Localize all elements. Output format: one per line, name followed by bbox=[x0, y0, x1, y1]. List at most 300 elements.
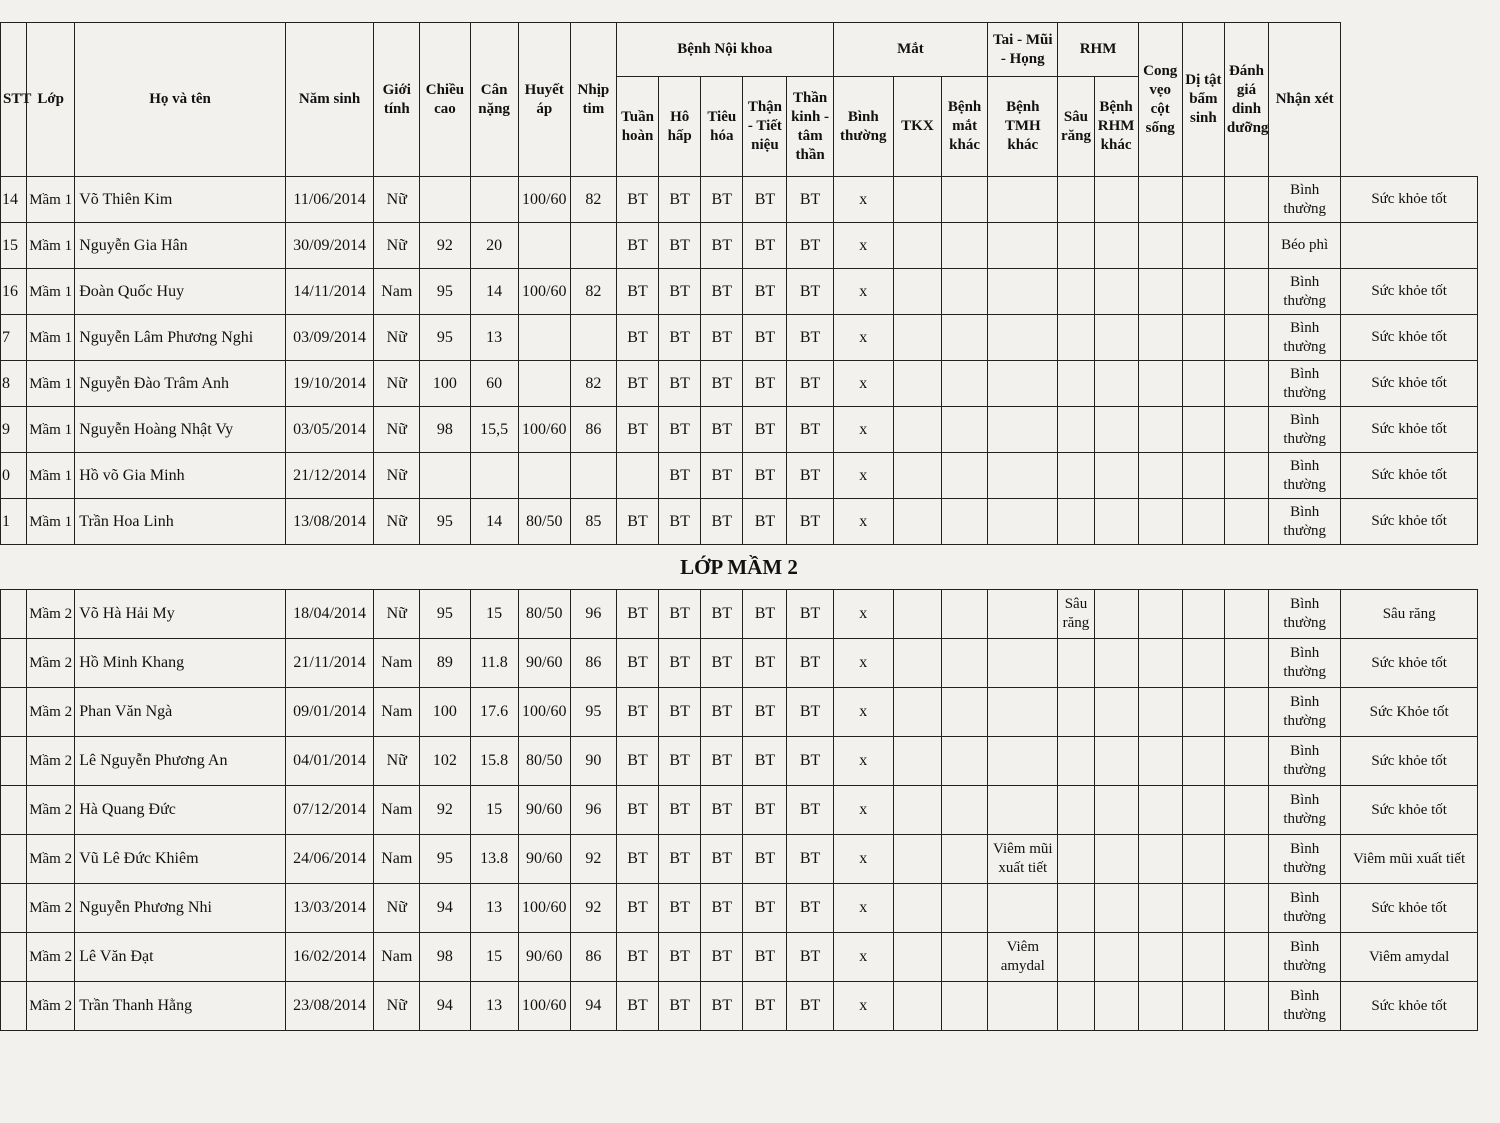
dental-other-cell bbox=[1094, 590, 1138, 639]
dob-cell: 03/09/2014 bbox=[285, 315, 373, 361]
name-cell: Hồ Minh Khang bbox=[75, 639, 286, 688]
height-cell bbox=[420, 453, 470, 499]
circulation-cell bbox=[616, 453, 658, 499]
eye-normal-cell: x bbox=[833, 269, 893, 315]
ent-other-cell bbox=[988, 737, 1058, 786]
neuro-cell: BT bbox=[787, 982, 833, 1031]
digestive-cell: BT bbox=[701, 835, 743, 884]
heart-rate-cell: 90 bbox=[570, 737, 616, 786]
name-cell: Nguyễn Lâm Phương Nghi bbox=[75, 315, 286, 361]
kidney-cell: BT bbox=[743, 223, 787, 269]
birth-defect-cell bbox=[1224, 786, 1268, 835]
dental-other-cell bbox=[1094, 639, 1138, 688]
stt-cell: 1 bbox=[1, 499, 27, 545]
kidney-cell: BT bbox=[743, 499, 787, 545]
eye-normal-cell: x bbox=[833, 639, 893, 688]
tkx-cell bbox=[893, 835, 941, 884]
neuro-cell: BT bbox=[787, 590, 833, 639]
ent-other-cell bbox=[988, 315, 1058, 361]
kidney-cell: BT bbox=[743, 786, 787, 835]
tkx-cell bbox=[893, 223, 941, 269]
ent-other-cell bbox=[988, 786, 1058, 835]
ent-other-cell bbox=[988, 223, 1058, 269]
height-cell: 98 bbox=[420, 407, 470, 453]
eye-other-cell bbox=[942, 933, 988, 982]
respiratory-cell: BT bbox=[659, 361, 701, 407]
birth-defect-cell bbox=[1224, 835, 1268, 884]
bp-cell: 100/60 bbox=[518, 884, 570, 933]
neuro-cell: BT bbox=[787, 688, 833, 737]
neuro-cell: BT bbox=[787, 499, 833, 545]
dob-cell: 13/03/2014 bbox=[285, 884, 373, 933]
eye-other-cell bbox=[942, 737, 988, 786]
heart-rate-cell: 92 bbox=[570, 884, 616, 933]
neuro-cell: BT bbox=[787, 407, 833, 453]
heart-rate-cell: 86 bbox=[570, 407, 616, 453]
dob-cell: 30/09/2014 bbox=[285, 223, 373, 269]
respiratory-cell: BT bbox=[659, 499, 701, 545]
eye-other-cell bbox=[942, 499, 988, 545]
weight-cell: 60 bbox=[470, 361, 518, 407]
col-cong-veo: Cong vẹo cột sống bbox=[1138, 23, 1182, 177]
table-row bbox=[1, 933, 1478, 982]
scoliosis-cell bbox=[1182, 688, 1224, 737]
ent-other-cell bbox=[988, 177, 1058, 223]
kidney-cell: BT bbox=[743, 884, 787, 933]
table-row bbox=[1, 786, 1478, 835]
heart-rate-cell: 82 bbox=[570, 269, 616, 315]
remark-cell: Sâu răng bbox=[1341, 590, 1478, 639]
stt-cell: 14 bbox=[1, 177, 27, 223]
sex-cell: Nữ bbox=[374, 223, 420, 269]
dental-other-cell bbox=[1094, 786, 1138, 835]
scoliosis-cell bbox=[1182, 361, 1224, 407]
caries-cell bbox=[1058, 407, 1094, 453]
kidney-cell: BT bbox=[743, 688, 787, 737]
stt-cell bbox=[1, 688, 27, 737]
neuro-cell: BT bbox=[787, 177, 833, 223]
dob-cell: 19/10/2014 bbox=[285, 361, 373, 407]
table-row bbox=[1, 177, 1478, 223]
ent-other-cell bbox=[988, 639, 1058, 688]
weight-cell bbox=[470, 453, 518, 499]
weight-cell: 13 bbox=[470, 884, 518, 933]
health-record-sheet bbox=[0, 22, 1478, 1031]
dob-cell: 04/01/2014 bbox=[285, 737, 373, 786]
sex-cell: Nam bbox=[374, 835, 420, 884]
bp-cell: 80/50 bbox=[518, 737, 570, 786]
table-row bbox=[1, 639, 1478, 688]
kidney-cell: BT bbox=[743, 639, 787, 688]
height-cell: 102 bbox=[420, 737, 470, 786]
remark-cell bbox=[1341, 223, 1478, 269]
circulation-cell: BT bbox=[616, 835, 658, 884]
kidney-cell: BT bbox=[743, 453, 787, 499]
digestive-cell: BT bbox=[701, 786, 743, 835]
scoliosis-cell bbox=[1182, 177, 1224, 223]
height-cell: 95 bbox=[420, 315, 470, 361]
sex-cell: Nữ bbox=[374, 361, 420, 407]
bp-cell: 80/50 bbox=[518, 590, 570, 639]
digestive-cell: BT bbox=[701, 590, 743, 639]
weight-cell: 15 bbox=[470, 590, 518, 639]
caries-cell bbox=[1058, 499, 1094, 545]
nutrition-cell: Bình thường bbox=[1269, 688, 1341, 737]
ent-other-cell bbox=[988, 269, 1058, 315]
caries-cell bbox=[1058, 269, 1094, 315]
col-nam-sinh: Năm sinh bbox=[285, 23, 373, 177]
eye-other-cell bbox=[942, 884, 988, 933]
nutrition-cell: Bình thường bbox=[1269, 361, 1341, 407]
scoliosis-cell bbox=[1182, 315, 1224, 361]
heart-rate-cell: 82 bbox=[570, 177, 616, 223]
eye-other-cell bbox=[942, 177, 988, 223]
sex-cell: Nữ bbox=[374, 884, 420, 933]
sex-cell: Nữ bbox=[374, 499, 420, 545]
caries-cell bbox=[1058, 639, 1094, 688]
heart-rate-cell: 92 bbox=[570, 835, 616, 884]
birth-defect-cell bbox=[1224, 361, 1268, 407]
class-cell: Mầm 2 bbox=[27, 639, 75, 688]
class-cell: Mầm 1 bbox=[27, 499, 75, 545]
birth-defect-cell bbox=[1224, 982, 1268, 1031]
table-row bbox=[1, 499, 1478, 545]
col-tuan-hoan: Tuần hoàn bbox=[616, 77, 658, 177]
height-cell: 100 bbox=[420, 688, 470, 737]
eye-normal-cell: x bbox=[833, 223, 893, 269]
weight-cell bbox=[470, 177, 518, 223]
scoliosis-cell bbox=[1182, 933, 1224, 982]
tkx-cell bbox=[893, 361, 941, 407]
nutrition-cell: Bình thường bbox=[1269, 177, 1341, 223]
birth-defect-cell bbox=[1224, 639, 1268, 688]
tkx-cell bbox=[893, 786, 941, 835]
name-cell: Nguyễn Hoàng Nhật Vy bbox=[75, 407, 286, 453]
tkx-cell bbox=[893, 639, 941, 688]
weight-cell: 13.8 bbox=[470, 835, 518, 884]
dental-extra-cell bbox=[1138, 639, 1182, 688]
digestive-cell: BT bbox=[701, 361, 743, 407]
circulation-cell: BT bbox=[616, 737, 658, 786]
sex-cell: Nữ bbox=[374, 982, 420, 1031]
height-cell: 95 bbox=[420, 269, 470, 315]
sex-cell: Nữ bbox=[374, 590, 420, 639]
table-row bbox=[1, 737, 1478, 786]
stt-cell bbox=[1, 933, 27, 982]
tkx-cell bbox=[893, 590, 941, 639]
remark-cell: Sức khỏe tốt bbox=[1341, 982, 1478, 1031]
ent-other-cell bbox=[988, 453, 1058, 499]
tkx-cell bbox=[893, 737, 941, 786]
dental-extra-cell bbox=[1138, 499, 1182, 545]
eye-normal-cell: x bbox=[833, 786, 893, 835]
caries-cell bbox=[1058, 453, 1094, 499]
nutrition-cell: Bình thường bbox=[1269, 315, 1341, 361]
caries-cell bbox=[1058, 786, 1094, 835]
kidney-cell: BT bbox=[743, 177, 787, 223]
dental-extra-cell bbox=[1138, 737, 1182, 786]
col-tieu-hoa: Tiêu hóa bbox=[701, 77, 743, 177]
kidney-cell: BT bbox=[743, 269, 787, 315]
respiratory-cell: BT bbox=[659, 223, 701, 269]
class-cell: Mầm 1 bbox=[27, 223, 75, 269]
group-tai-mui-hong: Tai - Mũi - Họng bbox=[988, 23, 1058, 77]
weight-cell: 15.8 bbox=[470, 737, 518, 786]
scoliosis-cell bbox=[1182, 269, 1224, 315]
col-ho-hap: Hô hấp bbox=[659, 77, 701, 177]
remark-cell: Sức khỏe tốt bbox=[1341, 737, 1478, 786]
bp-cell: 100/60 bbox=[518, 982, 570, 1031]
sex-cell: Nữ bbox=[374, 737, 420, 786]
name-cell: Đoàn Quốc Huy bbox=[75, 269, 286, 315]
dob-cell: 18/04/2014 bbox=[285, 590, 373, 639]
remark-cell: Sức khỏe tốt bbox=[1341, 315, 1478, 361]
eye-other-cell bbox=[942, 315, 988, 361]
stt-cell bbox=[1, 884, 27, 933]
ent-other-cell bbox=[988, 982, 1058, 1031]
weight-cell: 13 bbox=[470, 982, 518, 1031]
bp-cell: 100/60 bbox=[518, 688, 570, 737]
bp-cell bbox=[518, 361, 570, 407]
eye-other-cell bbox=[942, 786, 988, 835]
weight-cell: 11.8 bbox=[470, 639, 518, 688]
dob-cell: 14/11/2014 bbox=[285, 269, 373, 315]
table-row bbox=[1, 269, 1478, 315]
weight-cell: 14 bbox=[470, 269, 518, 315]
height-cell: 95 bbox=[420, 499, 470, 545]
dob-cell: 07/12/2014 bbox=[285, 786, 373, 835]
dental-extra-cell bbox=[1138, 269, 1182, 315]
birth-defect-cell bbox=[1224, 177, 1268, 223]
col-can-nang: Cân nặng bbox=[470, 23, 518, 177]
section-row bbox=[1, 545, 1478, 590]
stt-cell: 16 bbox=[1, 269, 27, 315]
remark-cell: Sức khỏe tốt bbox=[1341, 177, 1478, 223]
health-table bbox=[0, 22, 1478, 1031]
dental-extra-cell bbox=[1138, 361, 1182, 407]
nutrition-cell: Bình thường bbox=[1269, 884, 1341, 933]
stt-cell: 8 bbox=[1, 361, 27, 407]
ent-other-cell bbox=[988, 499, 1058, 545]
neuro-cell: BT bbox=[787, 315, 833, 361]
scoliosis-cell bbox=[1182, 884, 1224, 933]
remark-cell: Sức Khỏe tốt bbox=[1341, 688, 1478, 737]
group-benh-noi-khoa: Bệnh Nội khoa bbox=[616, 23, 833, 77]
stt-cell bbox=[1, 982, 27, 1031]
sex-cell: Nam bbox=[374, 786, 420, 835]
dental-extra-cell bbox=[1138, 315, 1182, 361]
name-cell: Nguyễn Phương Nhi bbox=[75, 884, 286, 933]
col-than-tiet-nieu: Thận - Tiết niệu bbox=[743, 77, 787, 177]
scoliosis-cell bbox=[1182, 407, 1224, 453]
col-chieu-cao: Chiều cao bbox=[420, 23, 470, 177]
table-row bbox=[1, 407, 1478, 453]
name-cell: Lê Văn Đạt bbox=[75, 933, 286, 982]
group-mat: Mắt bbox=[833, 23, 988, 77]
class-cell: Mầm 2 bbox=[27, 688, 75, 737]
height-cell: 94 bbox=[420, 884, 470, 933]
dental-other-cell bbox=[1094, 315, 1138, 361]
name-cell: Vũ Lê Đức Khiêm bbox=[75, 835, 286, 884]
kidney-cell: BT bbox=[743, 933, 787, 982]
digestive-cell: BT bbox=[701, 933, 743, 982]
digestive-cell: BT bbox=[701, 737, 743, 786]
name-cell: Nguyễn Đào Trâm Anh bbox=[75, 361, 286, 407]
eye-normal-cell: x bbox=[833, 177, 893, 223]
dental-extra-cell bbox=[1138, 688, 1182, 737]
neuro-cell: BT bbox=[787, 737, 833, 786]
respiratory-cell: BT bbox=[659, 982, 701, 1031]
sex-cell: Nam bbox=[374, 639, 420, 688]
weight-cell: 13 bbox=[470, 315, 518, 361]
birth-defect-cell bbox=[1224, 407, 1268, 453]
kidney-cell: BT bbox=[743, 590, 787, 639]
heart-rate-cell bbox=[570, 223, 616, 269]
kidney-cell: BT bbox=[743, 361, 787, 407]
ent-other-cell bbox=[988, 884, 1058, 933]
respiratory-cell: BT bbox=[659, 453, 701, 499]
table-row bbox=[1, 453, 1478, 499]
dental-other-cell bbox=[1094, 982, 1138, 1031]
respiratory-cell: BT bbox=[659, 884, 701, 933]
nutrition-cell: Bình thường bbox=[1269, 407, 1341, 453]
neuro-cell: BT bbox=[787, 361, 833, 407]
birth-defect-cell bbox=[1224, 223, 1268, 269]
tkx-cell bbox=[893, 884, 941, 933]
name-cell: Trần Hoa Linh bbox=[75, 499, 286, 545]
col-mat-binh-thuong: Bình thường bbox=[833, 77, 893, 177]
col-than-kinh: Thần kinh - tâm thần bbox=[787, 77, 833, 177]
nutrition-cell: Bình thường bbox=[1269, 639, 1341, 688]
digestive-cell: BT bbox=[701, 453, 743, 499]
circulation-cell: BT bbox=[616, 933, 658, 982]
remark-cell: Sức khỏe tốt bbox=[1341, 453, 1478, 499]
sex-cell: Nữ bbox=[374, 177, 420, 223]
dob-cell: 11/06/2014 bbox=[285, 177, 373, 223]
scoliosis-cell bbox=[1182, 590, 1224, 639]
scoliosis-cell bbox=[1182, 786, 1224, 835]
col-nhan-xet: Nhận xét bbox=[1269, 23, 1341, 177]
table-row bbox=[1, 884, 1478, 933]
eye-other-cell bbox=[942, 639, 988, 688]
class-cell: Mầm 2 bbox=[27, 737, 75, 786]
dental-other-cell bbox=[1094, 688, 1138, 737]
name-cell: Phan Văn Ngà bbox=[75, 688, 286, 737]
col-sau-rang: Sâu răng bbox=[1058, 77, 1094, 177]
bp-cell: 80/50 bbox=[518, 499, 570, 545]
remark-cell: Sức khỏe tốt bbox=[1341, 269, 1478, 315]
circulation-cell: BT bbox=[616, 639, 658, 688]
remark-cell: Viêm amydal bbox=[1341, 933, 1478, 982]
dental-extra-cell bbox=[1138, 933, 1182, 982]
digestive-cell: BT bbox=[701, 499, 743, 545]
heart-rate-cell: 86 bbox=[570, 933, 616, 982]
tkx-cell bbox=[893, 688, 941, 737]
remark-cell: Sức khỏe tốt bbox=[1341, 884, 1478, 933]
tkx-cell bbox=[893, 499, 941, 545]
birth-defect-cell bbox=[1224, 590, 1268, 639]
tkx-cell bbox=[893, 315, 941, 361]
tkx-cell bbox=[893, 269, 941, 315]
neuro-cell: BT bbox=[787, 786, 833, 835]
dob-cell: 24/06/2014 bbox=[285, 835, 373, 884]
eye-other-cell bbox=[942, 590, 988, 639]
kidney-cell: BT bbox=[743, 737, 787, 786]
caries-cell bbox=[1058, 884, 1094, 933]
eye-normal-cell: x bbox=[833, 688, 893, 737]
dental-other-cell bbox=[1094, 177, 1138, 223]
stt-cell bbox=[1, 590, 27, 639]
remark-cell: Sức khỏe tốt bbox=[1341, 407, 1478, 453]
circulation-cell: BT bbox=[616, 269, 658, 315]
respiratory-cell: BT bbox=[659, 835, 701, 884]
remark-cell: Sức khỏe tốt bbox=[1341, 361, 1478, 407]
circulation-cell: BT bbox=[616, 982, 658, 1031]
name-cell: Trần Thanh Hằng bbox=[75, 982, 286, 1031]
remark-cell: Sức khỏe tốt bbox=[1341, 639, 1478, 688]
sex-cell: Nữ bbox=[374, 453, 420, 499]
heart-rate-cell bbox=[570, 453, 616, 499]
nutrition-cell: Bình thường bbox=[1269, 453, 1341, 499]
col-benh-rhm-khac: Bệnh RHM khác bbox=[1094, 77, 1138, 177]
col-benh-mat-khac: Bệnh mắt khác bbox=[942, 77, 988, 177]
class-cell: Mầm 2 bbox=[27, 786, 75, 835]
class-cell: Mầm 1 bbox=[27, 177, 75, 223]
eye-normal-cell: x bbox=[833, 361, 893, 407]
dental-other-cell bbox=[1094, 884, 1138, 933]
stt-cell bbox=[1, 786, 27, 835]
bp-cell bbox=[518, 453, 570, 499]
remark-cell: Viêm mũi xuất tiết bbox=[1341, 835, 1478, 884]
respiratory-cell: BT bbox=[659, 269, 701, 315]
respiratory-cell: BT bbox=[659, 786, 701, 835]
bp-cell: 90/60 bbox=[518, 786, 570, 835]
circulation-cell: BT bbox=[616, 407, 658, 453]
scoliosis-cell bbox=[1182, 453, 1224, 499]
nutrition-cell: Bình thường bbox=[1269, 982, 1341, 1031]
tkx-cell bbox=[893, 177, 941, 223]
digestive-cell: BT bbox=[701, 884, 743, 933]
nutrition-cell: Bình thường bbox=[1269, 269, 1341, 315]
class-cell: Mầm 2 bbox=[27, 982, 75, 1031]
remark-cell: Sức khỏe tốt bbox=[1341, 499, 1478, 545]
respiratory-cell: BT bbox=[659, 407, 701, 453]
section-title: LỚP MẦM 2 bbox=[1, 545, 1478, 590]
tkx-cell bbox=[893, 453, 941, 499]
eye-normal-cell: x bbox=[833, 453, 893, 499]
dental-other-cell bbox=[1094, 269, 1138, 315]
respiratory-cell: BT bbox=[659, 590, 701, 639]
dental-extra-cell bbox=[1138, 835, 1182, 884]
birth-defect-cell bbox=[1224, 884, 1268, 933]
class-cell: Mầm 1 bbox=[27, 315, 75, 361]
nutrition-cell: Bình thường bbox=[1269, 590, 1341, 639]
dental-other-cell bbox=[1094, 223, 1138, 269]
bp-cell bbox=[518, 223, 570, 269]
class-cell: Mầm 1 bbox=[27, 361, 75, 407]
sex-cell: Nam bbox=[374, 688, 420, 737]
table-row bbox=[1, 315, 1478, 361]
dental-other-cell bbox=[1094, 933, 1138, 982]
respiratory-cell: BT bbox=[659, 688, 701, 737]
heart-rate-cell: 94 bbox=[570, 982, 616, 1031]
eye-normal-cell: x bbox=[833, 407, 893, 453]
respiratory-cell: BT bbox=[659, 933, 701, 982]
tkx-cell bbox=[893, 982, 941, 1031]
kidney-cell: BT bbox=[743, 407, 787, 453]
col-huyet-ap: Huyết áp bbox=[518, 23, 570, 177]
dental-extra-cell bbox=[1138, 223, 1182, 269]
